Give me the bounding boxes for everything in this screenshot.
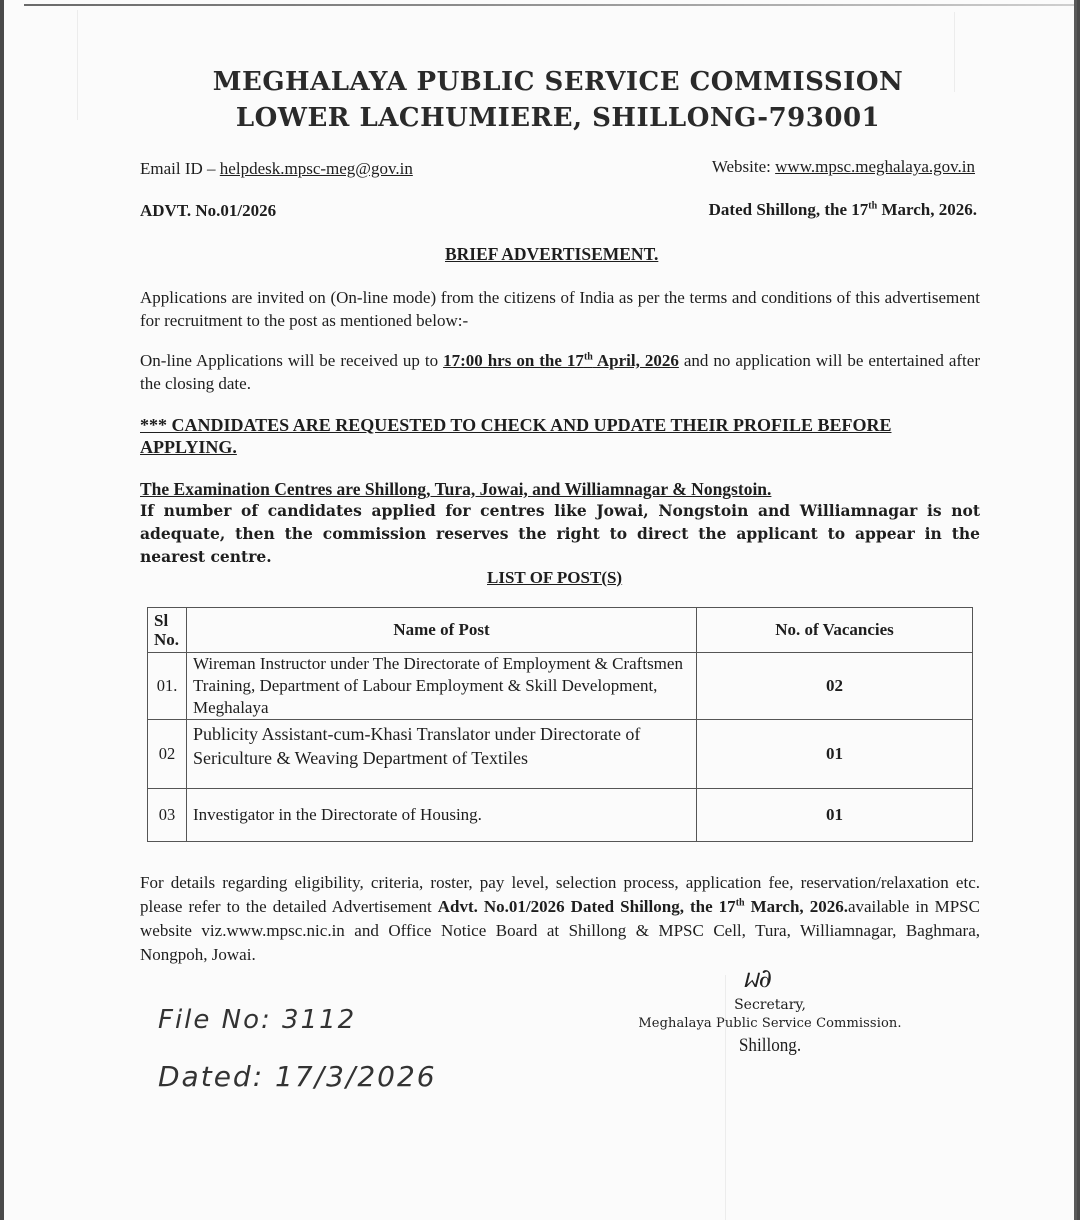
details-ref-superscript: th <box>735 897 745 909</box>
advertisement-date <box>709 200 977 220</box>
top-edge-rule <box>24 4 1077 6</box>
date-text: Dated Shillong, the 17 <box>708 200 869 219</box>
cell-post-name: Investigator in the Directorate of Housing. <box>187 789 697 842</box>
deadline-date-superscript: th <box>583 351 593 363</box>
intro-paragraph: Applications are invited on (On-line mode) from the citizens of India as per the terms and conditions of this advertisement for recruitment to the post as mentioned below:- <box>140 288 980 330</box>
signatory-block <box>600 995 940 1059</box>
deadline-date-tail: April, 2026 <box>592 351 679 370</box>
date-text-suffix: March, 2026. <box>877 200 977 219</box>
handwritten-file-number: File No: 3112 <box>158 1005 357 1035</box>
table-row <box>148 653 973 720</box>
cell-post-name: Wireman Instructor under The Directorate of Employment & Craftsmen Training, Department of Labour Employment & Skill Development, Meghalaya <box>187 653 697 720</box>
website-link[interactable]: www.mpsc.meghalaya.gov.in <box>775 157 975 176</box>
cell-post-name: Publicity Assistant-cum-Khasi Translator under Directorate of Sericulture & Weaving Department of Textiles <box>187 720 697 789</box>
cell-sl-no: 03 <box>148 789 187 842</box>
details-paragraph <box>140 871 980 967</box>
organization-title: MEGHALAYA PUBLIC SERVICE COMMISSION <box>212 67 904 97</box>
section-heading: BRIEF ADVERTISEMENT. <box>445 244 659 264</box>
column-header-sl-line2: No. <box>154 630 180 649</box>
organization-address: LOWER LACHUMIERE, SHILLONG-793001 <box>235 103 881 133</box>
details-prefix: For details regarding eligibility, criteria, roster, pay level, selection process, application fee, reservation/relaxation etc. please refer to the detailed Advertisement <box>140 873 980 916</box>
deadline-prefix: On-line Applications will be received up to <box>140 351 444 370</box>
deadline-paragraph <box>140 349 980 395</box>
profile-update-notice: *** CANDIDATES ARE REQUESTED TO CHECK AND UPDATE THEIR PROFILE BEFORE APPLYING. <box>140 415 892 457</box>
date-superscript: th <box>868 200 878 212</box>
website-label: Website: <box>711 157 776 176</box>
email-line <box>140 159 413 179</box>
column-header-sl-line1: Sl <box>154 611 169 630</box>
cell-sl-no: 02 <box>148 720 187 789</box>
column-header-vacancies: No. of Vacancies <box>697 608 973 653</box>
cell-vacancies: 01 <box>697 720 973 789</box>
signatory-city: Shillong. <box>738 1035 802 1056</box>
exam-centre-note: If number of candidates applied for centres like Jowai, Nongstoin and Williamnagar is not adequate, then the commission reserves the right to direct the applicant to appear in the nearest centre. <box>140 501 980 566</box>
signatory-title: Secretary, <box>734 997 806 1013</box>
deadline-suffix: and no application will be entertained after the closing date. <box>140 351 980 393</box>
posts-table <box>147 607 973 842</box>
email-link[interactable]: helpdesk.mpsc-meg@gov.in <box>219 159 413 178</box>
details-ref-tail: March, 2026. <box>744 897 848 916</box>
details-suffix: available in MPSC website viz.www.mpsc.nic.in and Office Notice Board at Shillong & MPSC Cell, Tura, Williamnagar, Baghmara, Nongpoh, Jowai. <box>140 897 980 964</box>
signatory-organization: Meghalaya Public Service Commission. <box>638 1016 902 1031</box>
signature-mark: ᥕ∂ <box>743 964 772 994</box>
handwritten-date: Dated: 17/3/2026 <box>158 1060 437 1093</box>
table-row <box>148 789 973 842</box>
cell-sl-no: 01. <box>148 653 187 720</box>
table-row <box>148 720 973 789</box>
cell-vacancies: 02 <box>697 653 973 720</box>
details-ref-main: Advt. No.01/2026 Dated Shillong, the 17 <box>437 897 736 916</box>
email-label: Email ID – <box>140 159 220 178</box>
exam-centres: The Examination Centres are Shillong, Tura, Jowai, and Williamnagar & Nongstoin. <box>140 479 772 499</box>
posts-table-header <box>148 608 973 653</box>
website-line <box>712 157 975 177</box>
cell-vacancies: 01 <box>697 789 973 842</box>
page-right-edge <box>1074 0 1077 1220</box>
posts-list-heading: LIST OF POST(S) <box>487 568 623 587</box>
column-header-name-of-post: Name of Post <box>187 608 697 653</box>
deadline-date <box>443 351 679 370</box>
details-reference <box>438 897 848 916</box>
deadline-date-main: 17:00 hrs on the 17 <box>443 351 584 370</box>
column-header-sl-no <box>148 608 187 653</box>
advertisement-number: ADVT. No.01/2026 <box>140 201 277 220</box>
